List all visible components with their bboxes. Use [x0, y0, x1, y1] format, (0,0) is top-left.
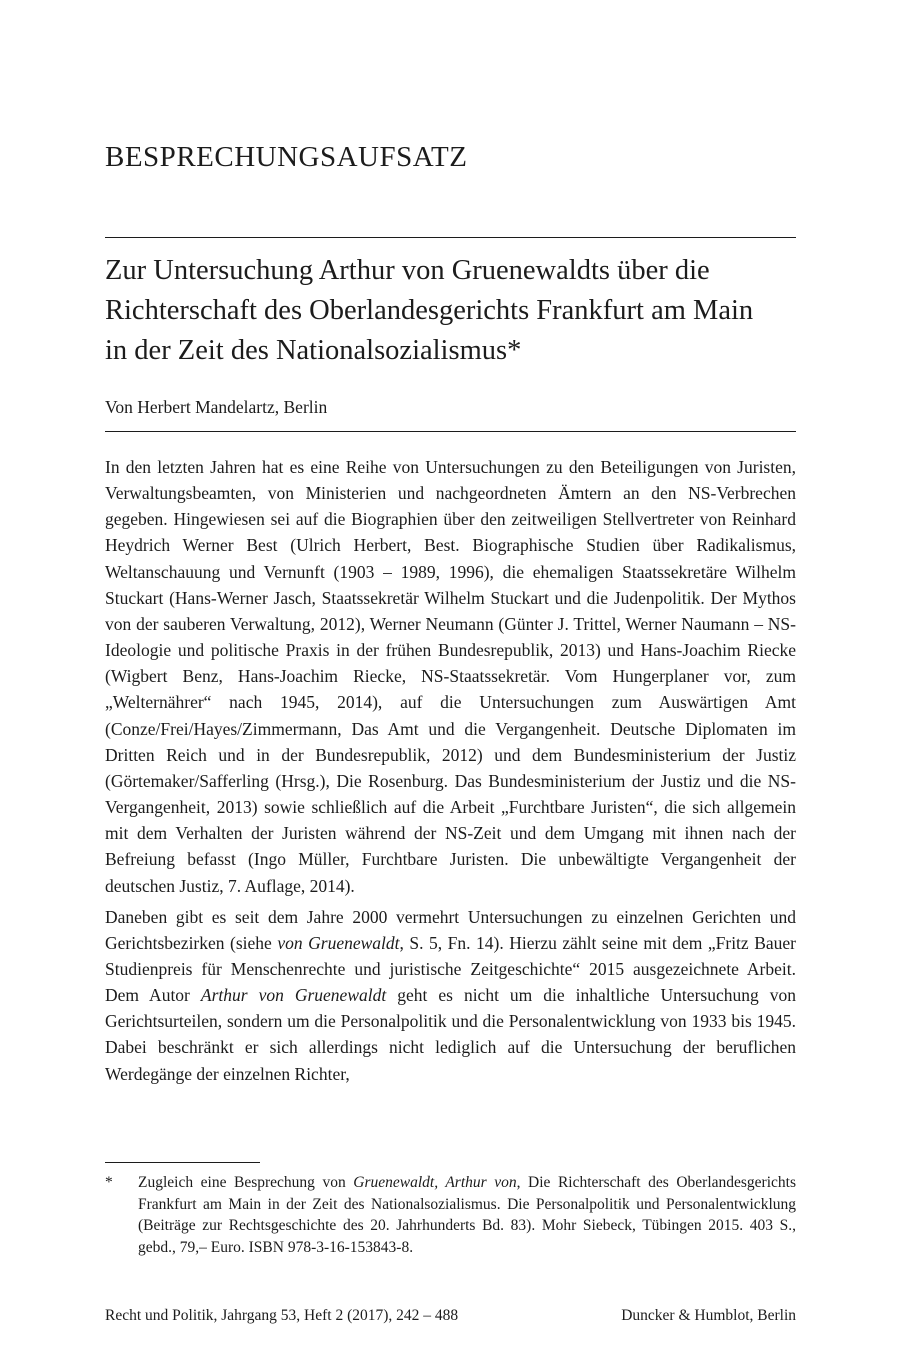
footnote-text [138, 1172, 796, 1258]
footer-journal-reference: Recht und Politik, Jahrgang 53, Heft 2 (2017), 242 – 488 [105, 1307, 459, 1324]
section-heading: BESPRECHUNGSAUFSATZ [105, 141, 468, 173]
author-byline: Von Herbert Mandelartz, Berlin [105, 397, 328, 417]
article-title [105, 251, 805, 371]
article-title-line: in der Zeit des Nationalsozialismus* [105, 335, 522, 366]
footnote-rule [105, 1162, 260, 1163]
title-top-rule [105, 237, 796, 238]
body-text-run: Daneben gibt es seit dem Jahre 2000 vermehrt Untersuchungen zu einzelnen Gerichten und Gerichtsbezirken (siehe [105, 906, 796, 953]
body-paragraph: In den letzten Jahren hat es eine Reihe von Untersuchungen zu den Beteiligungen von Juristen, Verwaltungsbeamten, von Ministerien und nachgeordneten Ämtern an den NS-Verbrechen gegeben. Hingewiesen sei auf die Biographien über den zeitweiligen Stellvertreter von Reinhard Heydrich Werner Best (Ulrich Herbert, Best. Biographische Studien über Radikalismus, Weltanschauung und Vernunft (1903 – 1989, 1996), die ehemaligen Staatssekretäre Wilhelm Stuckart (Hans-Werner Jasch, Staatssekretär Wilhelm Stuckart und die Judenpolitik. Der Mythos von der sauberen Verwaltung, 2012), Werner Neumann (Günter J. Trittel, Werner Naumann – NS-Ideologie und politische Praxis in der frühen Bundesrepublik, 2013) und Hans-Joachim Riecke (Wigbert Benz, Hans-Joachim Riecke, NS-Staatssekretär. Vom Hungerplaner vor, zum „Welternährer“ nach 1945, 2014), auf die Untersuchungen zum Auswärtigen Amt (Conze/Frei/Hayes/Zimmermann, Das Amt und die Vergangenheit. Deutsche Diplomaten im Dritten Reich und in der Bundesrepublik, 2012) und dem Bundesministerium der Justiz (Görtemaker/Safferling (Hrsg.), Die Rosenburg. Das Bundesministerium der Justiz und die NS-Vergangenheit, 2013) sowie schließlich auf die Arbeit „Furchtbare Juristen“, die sich allgemein mit dem Verhalten der Juristen während der NS-Zeit und dem Umgang mit ihnen nach der Befreiung befasst (Ingo Müller, Furchtbare Juristen. Die unbewältigte Vergangenheit der deutschen Justiz, 7. Auflage, 2014). [105, 457, 796, 896]
footnote-mark: * [105, 1174, 113, 1191]
body-emphasis: von Gruenewaldt [277, 932, 400, 953]
article-title-line: Zur Untersuchung Arthur von Gruenewaldts über die [105, 255, 710, 286]
footnote-text-run: Zugleich eine Besprechung von [138, 1174, 354, 1191]
footnote [105, 1172, 796, 1258]
body-paragraph [105, 904, 796, 1087]
footnote-emphasis: Gruenewaldt, Arthur von [353, 1174, 517, 1191]
body-emphasis: Arthur von Gruenewaldt [200, 985, 387, 1006]
byline-rule [105, 431, 796, 432]
footnote-text-run: , Die Richterschaft des Oberlandesgerichts Frankfurt am Main in der Zeit des Nationalsozialismus. Die Personalpolitik und Personalentwicklung (Beiträge zur Rechtsgeschichte des 20. Jahrhunderts Bd. 83). Mohr Siebeck, Tübingen 2015. 403 S., gebd., 79,– Euro. ISBN 978-3-16-153843-8. [138, 1174, 796, 1256]
footer-publisher: Duncker & Humblot, Berlin [621, 1307, 796, 1324]
body-text-run: , S. 5, Fn. 14). Hierzu zählt seine mit dem „Fritz Bauer Studienpreis für Menschenrechte und juristische Zeitgeschichte“ 2015 ausgezeichnete Arbeit. Dem Autor [105, 932, 796, 1006]
body-text-run: geht es nicht um die inhaltliche Untersuchung von Gerichtsurteilen, sondern um die Personalpolitik und die Personalentwicklung von 1933 bis 1945. Dabei beschränkt er sich allerdings nicht lediglich auf die Untersuchung der beruflichen Werdegänge der einzelnen Richter, [105, 985, 796, 1084]
article-body [105, 454, 796, 1092]
article-title-line: Richterschaft des Oberlandesgerichts Frankfurt am Main [105, 295, 754, 326]
